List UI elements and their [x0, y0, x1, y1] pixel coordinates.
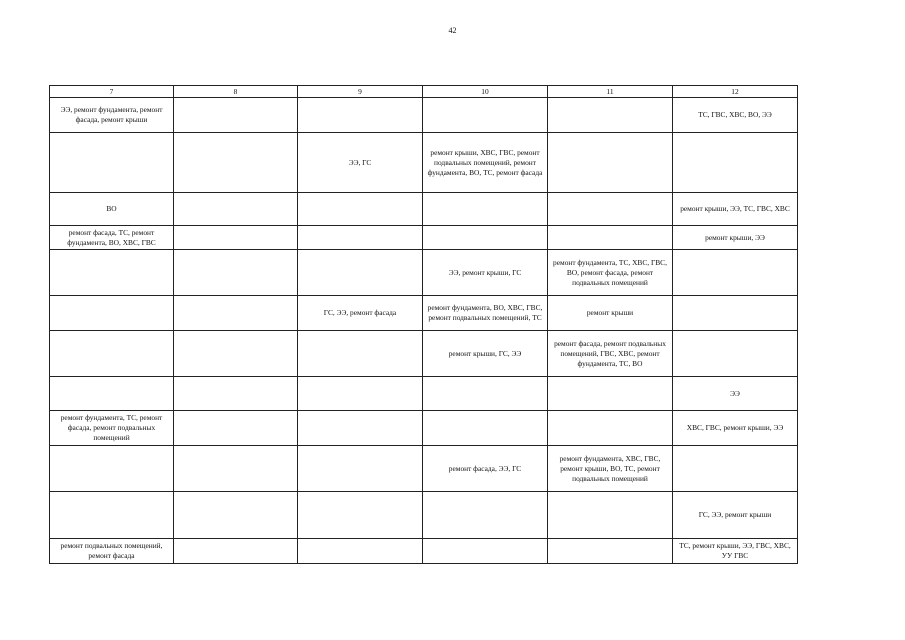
- table-cell: ремонт фасада, ТС, ремонт фундамента, ВО, ХВС, ГВС: [50, 226, 174, 250]
- works-table: [49, 85, 798, 564]
- table-cell: [298, 250, 423, 296]
- table-row: [50, 296, 798, 331]
- table-cell: ТС, ГВС, ХВС, ВО, ЭЭ: [673, 98, 798, 133]
- table-row: [50, 539, 798, 564]
- table-cell: [298, 446, 423, 492]
- column-header: 9: [298, 86, 423, 98]
- table-cell: ГС, ЭЭ, ремонт крыши: [673, 492, 798, 539]
- table-cell: ремонт крыши, ГС, ЭЭ: [423, 331, 548, 377]
- table-cell: ремонт крыши, ЭЭ: [673, 226, 798, 250]
- table-cell: [298, 193, 423, 226]
- table-cell: [174, 331, 298, 377]
- table-cell: [50, 250, 174, 296]
- table-cell: [548, 98, 673, 133]
- table-cell: [423, 539, 548, 564]
- column-header: 10: [423, 86, 548, 98]
- table-cell: [50, 296, 174, 331]
- table-row: [50, 226, 798, 250]
- table-cell: [174, 377, 298, 411]
- column-header: 8: [174, 86, 298, 98]
- table-cell: ремонт фундамента, ХВС, ГВС, ремонт крыши, ВО, ТС, ремонт подвальных помещений: [548, 446, 673, 492]
- table-cell: [298, 98, 423, 133]
- table-cell: [673, 446, 798, 492]
- table-cell: [174, 446, 298, 492]
- table-row: [50, 377, 798, 411]
- table-cell: [423, 226, 548, 250]
- table-cell: [548, 411, 673, 446]
- table-cell: [548, 133, 673, 193]
- table-cell: ремонт фасада, ремонт подвальных помещений, ГВС, ХВС, ремонт фундамента, ТС, ВО: [548, 331, 673, 377]
- table-cell: [673, 250, 798, 296]
- table-row: [50, 492, 798, 539]
- table-cell: [174, 226, 298, 250]
- table-cell: ЭЭ, ГС: [298, 133, 423, 193]
- table-cell: [50, 133, 174, 193]
- table-row: [50, 193, 798, 226]
- table-cell: [423, 411, 548, 446]
- table-cell: [423, 492, 548, 539]
- table-cell: [548, 539, 673, 564]
- table-cell: ремонт крыши: [548, 296, 673, 331]
- table-row: [50, 446, 798, 492]
- table-cell: [548, 377, 673, 411]
- table-cell: ХВС, ГВС, ремонт крыши, ЭЭ: [673, 411, 798, 446]
- table-cell: ЭЭ, ремонт крыши, ГС: [423, 250, 548, 296]
- table-cell: ЭЭ, ремонт фундамента, ремонт фасада, ремонт крыши: [50, 98, 174, 133]
- table-cell: [423, 193, 548, 226]
- table-cell: [673, 296, 798, 331]
- table-cell: ТС, ремонт крыши, ЭЭ, ГВС, ХВС, УУ ГВС: [673, 539, 798, 564]
- table-cell: [298, 539, 423, 564]
- table-cell: [174, 193, 298, 226]
- table-row: [50, 411, 798, 446]
- page-number: 42: [448, 26, 457, 35]
- table-cell: [174, 296, 298, 331]
- table-row: [50, 98, 798, 133]
- table-cell: [174, 133, 298, 193]
- table-cell: ремонт фундамента, ВО, ХВС, ГВС, ремонт подвальных помещений, ТС: [423, 296, 548, 331]
- table-cell: [298, 377, 423, 411]
- table-cell: ЭЭ: [673, 377, 798, 411]
- table-cell: ремонт фундамента, ТС, ХВС, ГВС, ВО, ремонт фасада, ремонт подвальных помещений: [548, 250, 673, 296]
- table-cell: ремонт фасада, ЭЭ, ГС: [423, 446, 548, 492]
- table-cell: [423, 377, 548, 411]
- table-cell: [548, 492, 673, 539]
- table-cell: [298, 492, 423, 539]
- table-cell: [50, 492, 174, 539]
- table-cell: [50, 377, 174, 411]
- table-cell: [298, 331, 423, 377]
- table-cell: [298, 411, 423, 446]
- table-cell: [548, 226, 673, 250]
- table-cell: [423, 98, 548, 133]
- header-row: [50, 86, 798, 98]
- table-row: [50, 133, 798, 193]
- table-cell: [174, 98, 298, 133]
- table-cell: [673, 133, 798, 193]
- table-cell: [174, 492, 298, 539]
- table-row: [50, 250, 798, 296]
- table-cell: [50, 331, 174, 377]
- table-cell: [298, 226, 423, 250]
- column-header: 11: [548, 86, 673, 98]
- table-cell: ремонт крыши, ХВС, ГВС, ремонт подвальных помещений, ремонт фундамента, ВО, ТС, ремонт фасада: [423, 133, 548, 193]
- table-cell: ГС, ЭЭ, ремонт фасада: [298, 296, 423, 331]
- table-cell: [174, 411, 298, 446]
- table-cell: [548, 193, 673, 226]
- table-cell: [174, 539, 298, 564]
- table-cell: [673, 331, 798, 377]
- table-cell: ВО: [50, 193, 174, 226]
- table-cell: ремонт крыши, ЭЭ, ТС, ГВС, ХВС: [673, 193, 798, 226]
- column-header: 12: [673, 86, 798, 98]
- table-cell: ремонт фундамента, ТС, ремонт фасада, ремонт подвальных помещений: [50, 411, 174, 446]
- column-header: 7: [50, 86, 174, 98]
- table-row: [50, 331, 798, 377]
- table-cell: [174, 250, 298, 296]
- table-cell: ремонт подвальных помещений, ремонт фасада: [50, 539, 174, 564]
- table-cell: [50, 446, 174, 492]
